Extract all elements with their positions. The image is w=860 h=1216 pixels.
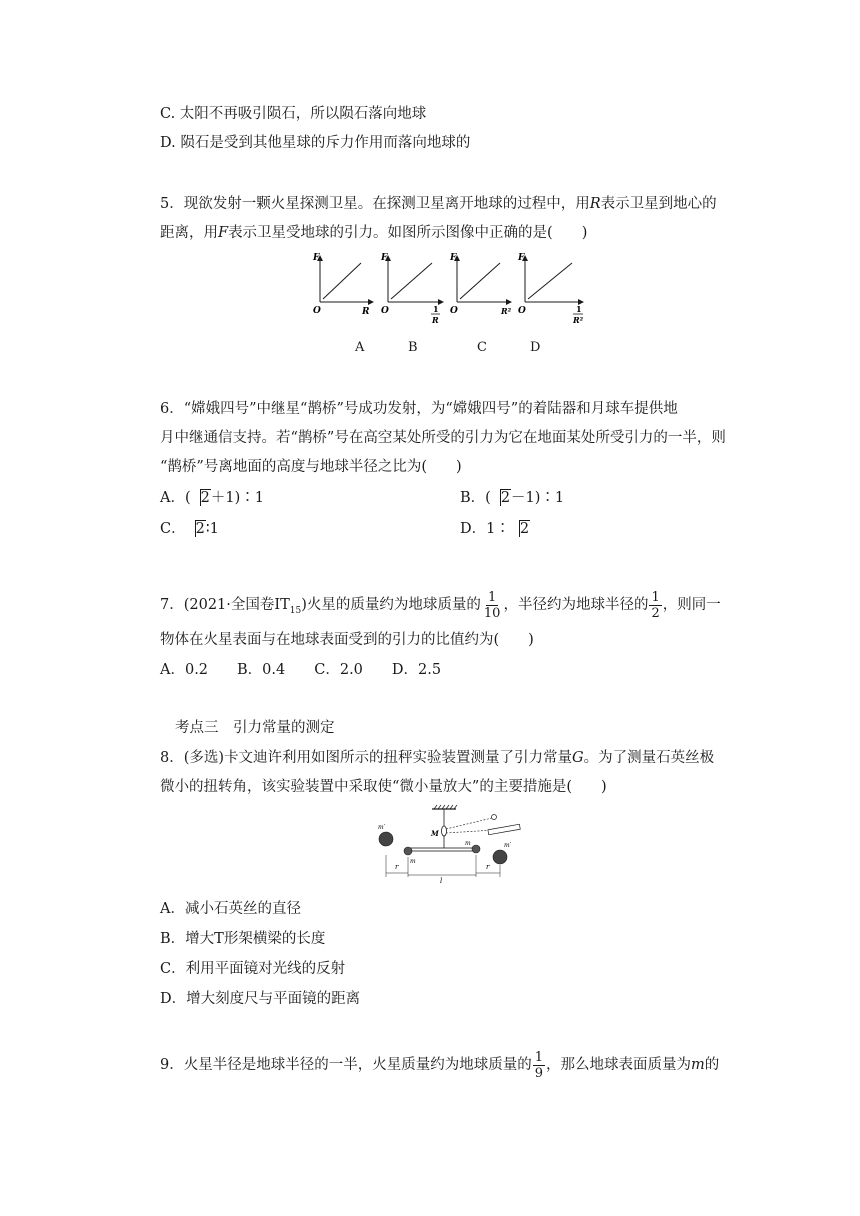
graph-c-origin: O xyxy=(450,306,458,316)
graph-a-y-label: F xyxy=(313,253,320,263)
q4-option-c: C. 太阳不再吸引陨石，所以陨石落向地球 xyxy=(160,106,427,122)
q9-line-1: 9．火星半径是地球半径的一半，火星质量约为地球质量的 $\frac{1}{9}$ ，那么地球表面质量为m的 xyxy=(160,1049,720,1081)
graph-a-letter: A xyxy=(355,340,365,355)
q7-options: A．0.2 B．0.4 C．2.0 D．2.5 xyxy=(160,662,442,678)
q6-option-a: A．( 2＋1)∶1 xyxy=(160,490,264,506)
q8-line-1: 8．(多选)卡文迪许利用如图所示的扭秤实验装置测量了引力常量G。为了测量石英丝极 xyxy=(160,750,715,766)
small-mass-right-label: m xyxy=(465,840,471,847)
dim-r-right: r xyxy=(486,863,490,871)
graph-b-y-label: F xyxy=(381,253,388,263)
graph-d-x-num: 1 xyxy=(576,304,582,314)
small-mass-left-label: m xyxy=(410,858,416,865)
section-title: 考点三 引力常量的测定 xyxy=(175,720,335,736)
graph-b xyxy=(380,253,443,325)
q6-option-c: C． 2∶1 xyxy=(160,521,219,537)
graph-a xyxy=(312,253,373,317)
large-mass-right-label: m′ xyxy=(504,842,512,849)
graph-b-letter: B xyxy=(408,340,418,355)
q6-option-d: D．1∶ 2 xyxy=(460,521,530,537)
q7-line-1: 7．(2021·全国卷$ⅠT_{15}$)火星的质量约为地球质量的 $\frac{1}{10}$ ，半径约为地球半径的 $\frac{1}{2}$ ，则同一 xyxy=(160,589,721,621)
q6-line-2: 月中继通信支持。若“鹊桥”号在高空某处所受的引力为它在地面某处所受引力的一半，则 xyxy=(160,430,726,446)
graph-b-origin: O xyxy=(381,306,389,316)
graph-b-x-den: R xyxy=(432,315,439,325)
dim-r-left: r xyxy=(395,863,399,871)
graph-c-letter: C xyxy=(477,340,487,355)
large-mass-left-label: m′ xyxy=(378,824,386,831)
q5-line-2: 距离，用F表示卫星受地球的引力。如图所示图像中正确的是( ) xyxy=(160,225,588,241)
graph-b-x-num: 1 xyxy=(433,304,439,314)
q6-line-1: 6．“嫦娥四号”中继星“鹊桥”号成功发射，为“嫦娥四号”的着陆器和月球车提供地 xyxy=(160,401,678,417)
q8-option-b: B．增大T形架横梁的长度 xyxy=(160,931,326,947)
q4-option-d: D. 陨石是受到其他星球的斥力作用而落向地球的 xyxy=(160,135,471,151)
graph-d-x-den: R² xyxy=(573,315,584,325)
graph-c-y-label: F xyxy=(450,253,457,263)
mirror-label: M xyxy=(431,829,439,838)
q6-line-3: “鹊桥”号离地面的高度与地球半径之比为( ) xyxy=(160,459,462,475)
graph-d xyxy=(517,253,584,325)
q5-line-1: 5．现欲发射一颗火星探测卫星。在探测卫星离开地球的过程中，用R表示卫星到地心的 xyxy=(160,196,717,212)
q8-line-2: 微小的扭转角，该实验装置中采取使“微小量放大”的主要措施是( ) xyxy=(160,779,607,795)
torsion-balance-figure xyxy=(370,803,530,885)
q7-line-2: 物体在火星表面与在地球表面受到的引力的比值约为( ) xyxy=(160,632,534,648)
graph-a-origin: O xyxy=(313,306,321,316)
graph-a-x-label: R xyxy=(362,307,370,317)
graph-d-origin: O xyxy=(518,306,526,316)
graph-d-y-label: F xyxy=(518,253,525,263)
q5-graphs-figure xyxy=(305,250,600,330)
graph-c xyxy=(449,253,512,316)
q8-option-d: D．增大刻度尺与平面镜的距离 xyxy=(160,991,361,1007)
graph-d-letter: D xyxy=(530,340,541,355)
graph-c-x-label: R² xyxy=(501,306,512,316)
dim-l: l xyxy=(440,877,443,885)
q6-option-b: B．( 2－1)∶1 xyxy=(460,490,565,506)
q8-option-c: C．利用平面镜对光线的反射 xyxy=(160,961,346,977)
q8-option-a: A．减小石英丝的直径 xyxy=(160,901,301,917)
